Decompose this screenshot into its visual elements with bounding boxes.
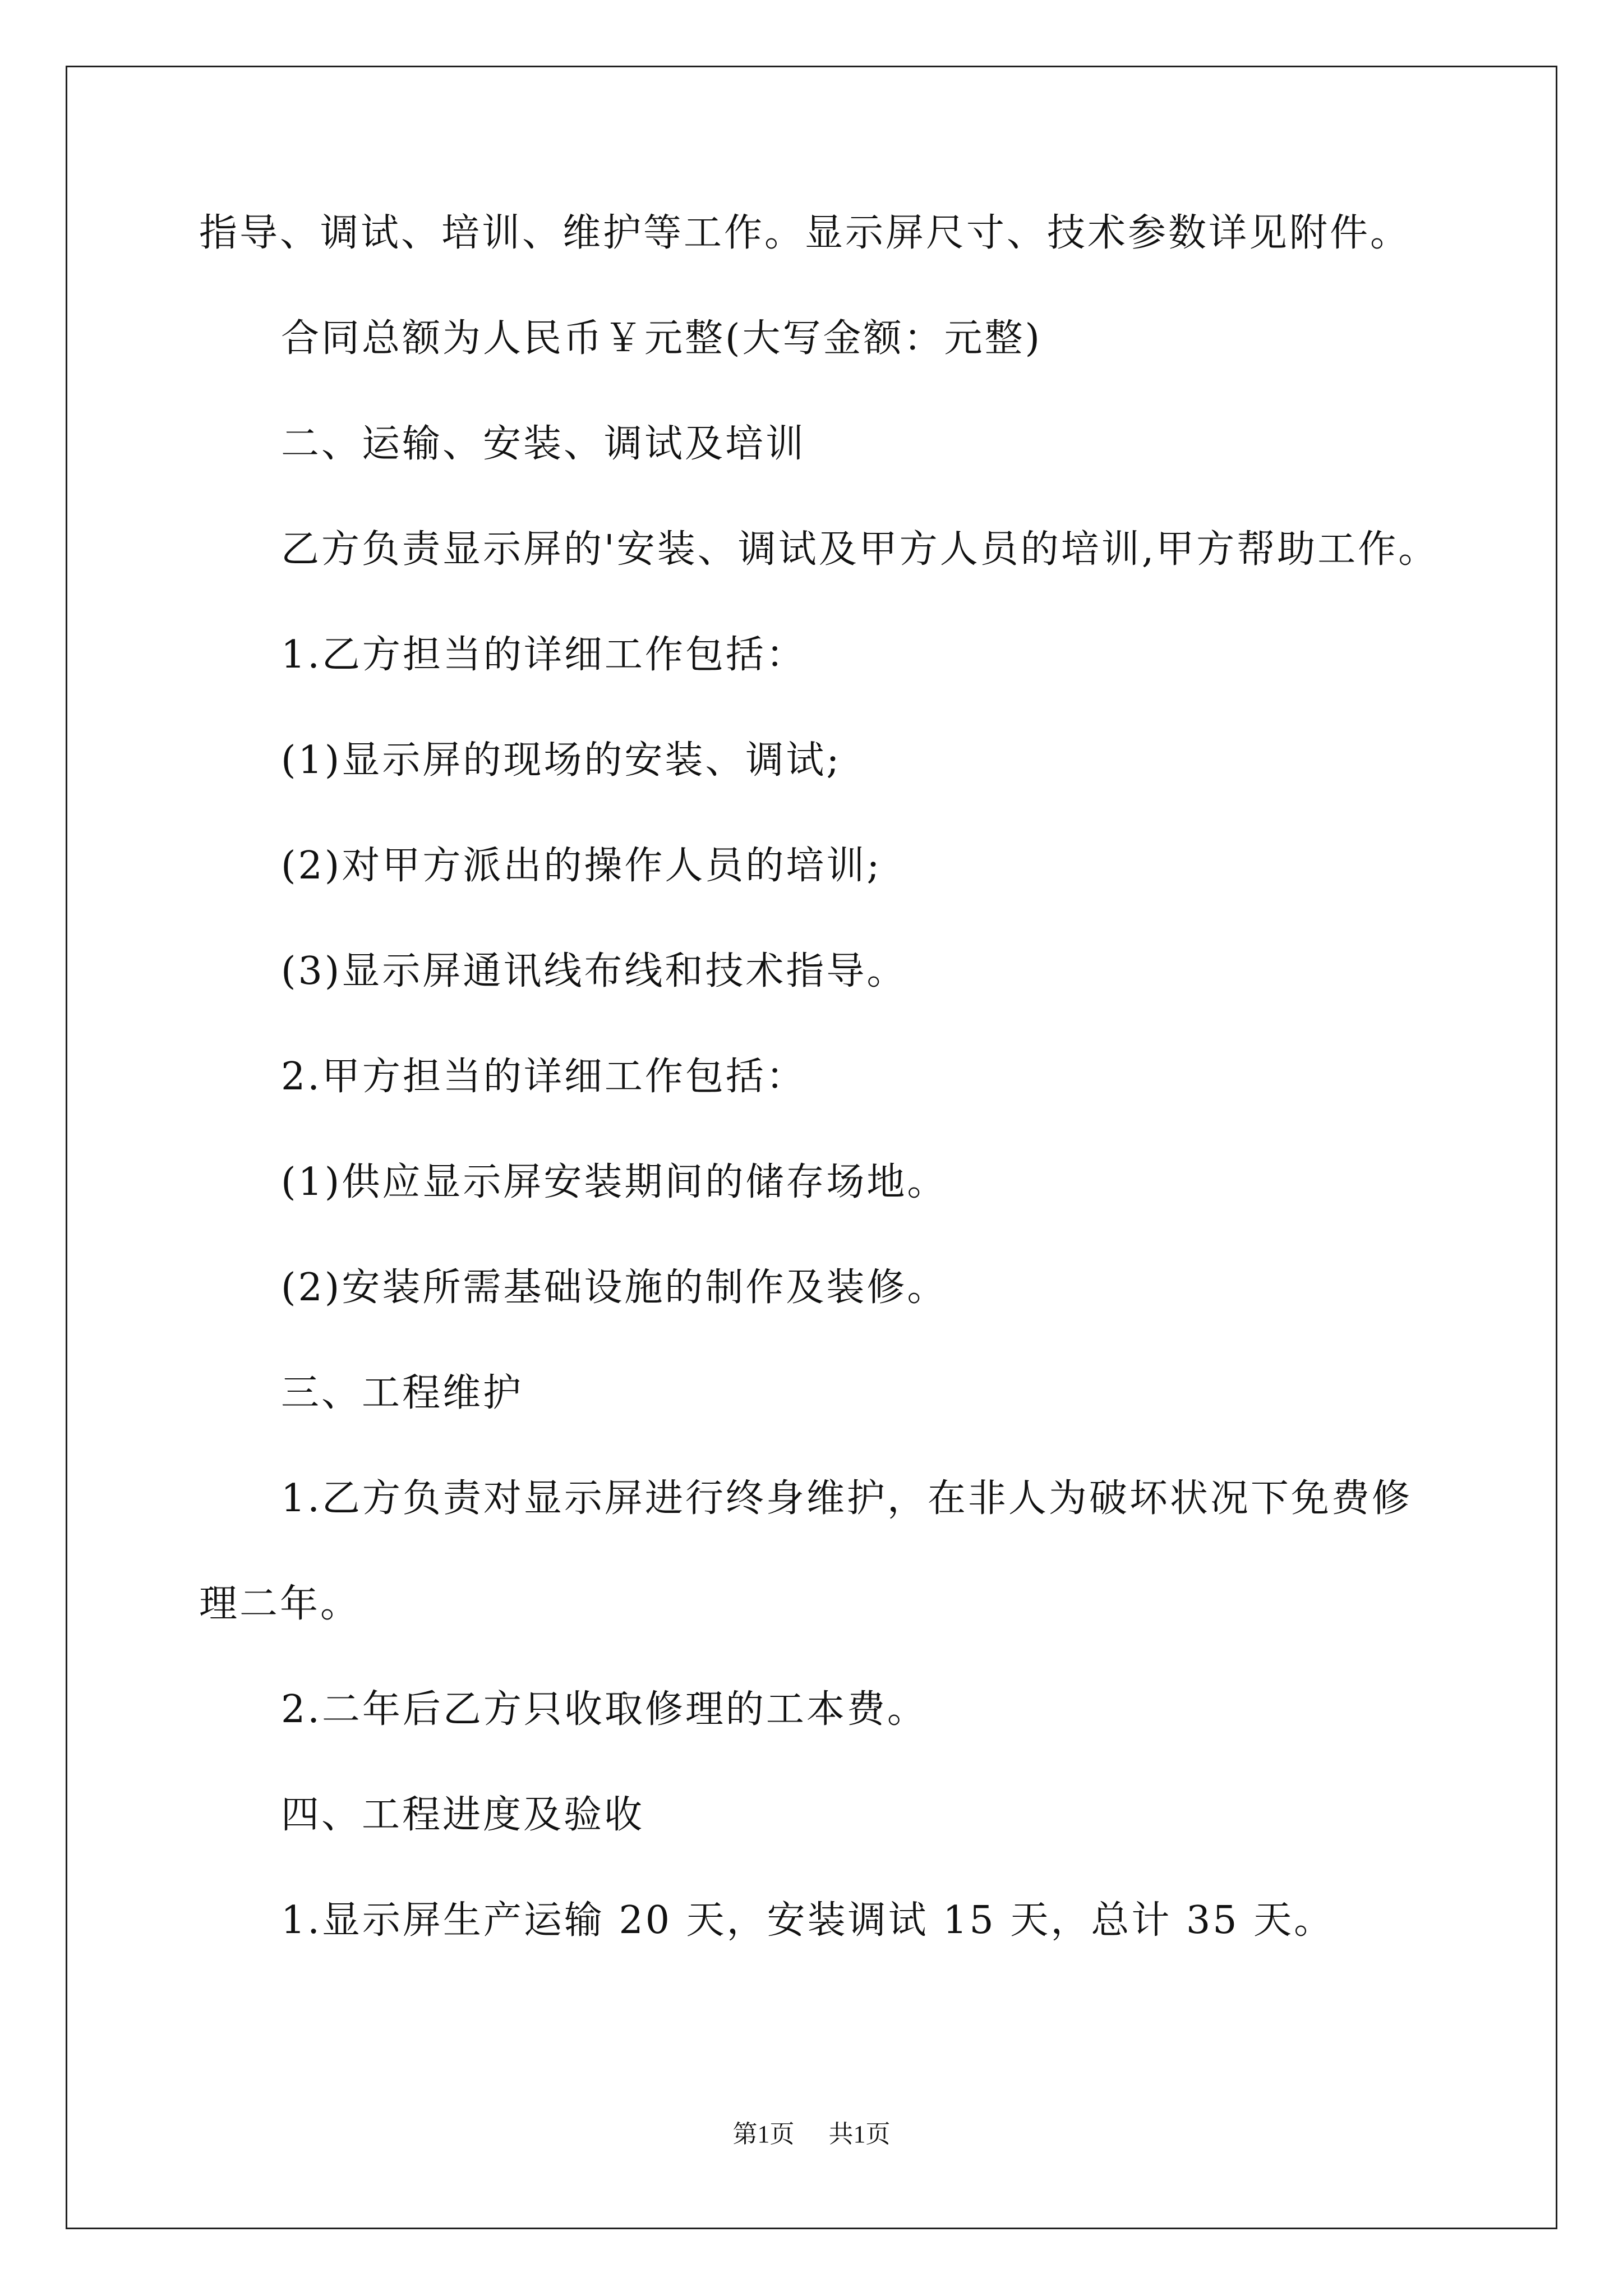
- list-heading: 2.甲方担当的详细工作包括：: [281, 1055, 806, 1099]
- paragraph: 1.乙方负责对显示屏进行终身维护，在非人为破坏状况下免费修: [281, 1476, 1412, 1521]
- page-footer: [0, 2114, 1623, 2150]
- page-number-total: 共1页: [828, 2120, 891, 2148]
- list-item: (3)显示屏通讯线布线和技术指导。: [281, 949, 907, 993]
- paragraph-continuation: 理二年。: [199, 1582, 361, 1626]
- list-heading: 1.乙方担当的详细工作包括：: [281, 633, 806, 677]
- list-item: (2)对甲方派出的操作人员的培训;: [281, 844, 882, 888]
- section-heading: 二、运输、安装、调试及培训: [281, 422, 806, 466]
- page-number-current: 第1页: [732, 2120, 795, 2148]
- paragraph: 乙方负责显示屏的'安装、调试及甲方人员的培训,甲方帮助工作。: [281, 527, 1439, 572]
- section-heading: 四、工程进度及验收: [281, 1793, 645, 1837]
- list-item: (2)安装所需基础设施的制作及装修。: [281, 1266, 948, 1310]
- list-item: (1)供应显示屏安装期间的储存场地。: [281, 1160, 948, 1204]
- paragraph: 1.显示屏生产运输 20 天，安装调试 15 天，总计 35 天。: [281, 1898, 1335, 1943]
- paragraph: 2.二年后乙方只收取修理的工本费。: [281, 1687, 928, 1732]
- paragraph: 指导、调试、培训、维护等工作。显示屏尺寸、技术参数详见附件。: [199, 211, 1411, 255]
- paragraph: 合同总额为人民币￥元整(大写金额：元整): [281, 316, 1043, 361]
- section-heading: 三、工程维护: [281, 1371, 524, 1415]
- list-item: (1)显示屏的现场的安装、调试;: [281, 738, 842, 783]
- document-body: [199, 208, 1450, 2000]
